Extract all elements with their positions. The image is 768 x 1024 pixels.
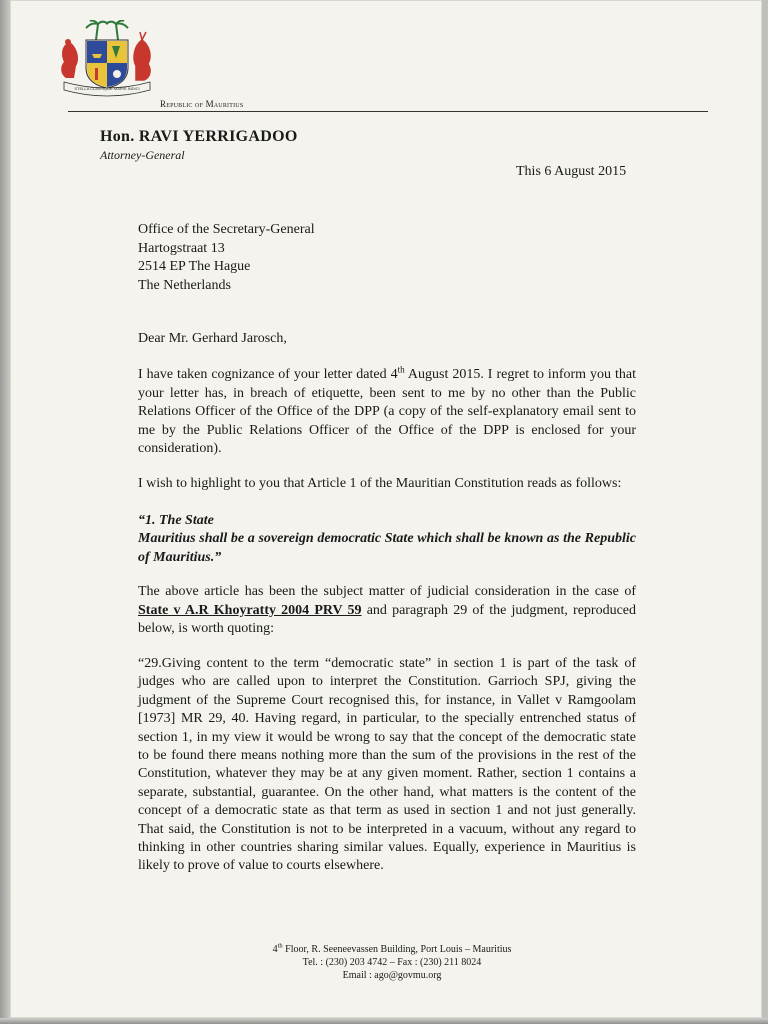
letter-date: This 6 August 2015 [516, 164, 627, 179]
recipient-line: The Netherlands [138, 277, 231, 293]
paragraph-judgment-quote: “29.Giving content to the term “democratic state” in section 1 is part of the task of judges who are called upon to interpret the Constitution. Garrioch SPJ, giving the judgment of the Supreme Court recognised this, for instance, in Vallet v Ramgoolam [1973] MR 29, 40. Having regard, in particular, to the specially entrenched status of section 1, in my view it would be wrong to say that the concept of the democratic state to be found there means nothing more than the sum of the provisions in the rest of the Constitution, whatever they may be at any given moment. Rather, section 1 contains a separate, substantial, guarantee. On the other hand, what matters is the content of the concept of a democratic state as that term as used in section 1 and not just generally. That said, the Constitution is not to be interpreted in a vacuum, without any regard to thinking in other countries sharing similar values. Equally, experience in Mauritius is likely to prove of value to courts elsewhere. [138, 656, 636, 874]
ordinal-suffix: th [277, 942, 283, 950]
footer-floor-number: 4 [272, 944, 278, 955]
salutation: Dear Mr. Gerhard Jarosch, [138, 331, 287, 346]
footer-address [16, 943, 768, 956]
recipient-line: Hartogstraat 13 [138, 240, 225, 256]
recipient-address [138, 221, 315, 295]
svg-text:STELLA CLAVISQUE MARIS INDICI: STELLA CLAVISQUE MARIS INDICI [74, 86, 140, 91]
paragraph-cognizance [138, 366, 636, 459]
quote-article-1: Mauritius shall be a sovereign democratic State which shall be known as the Republic of Mauritius.” [138, 531, 636, 565]
footer-phone: Tel. : (230) 203 4742 – Fax : (230) 211 8024 [302, 957, 482, 968]
scan-bottom-edge [0, 1018, 768, 1024]
footer-address-text: Floor, R. Seeneevassen Building, Port Louis – Mauritius [282, 944, 512, 955]
recipient-line: Office of the Secretary-General [138, 222, 315, 237]
sender-name: Hon. RAVI YERRIGADOO [100, 128, 298, 145]
paragraph-text: August 2015. I regret to inform you that your letter has, in breach of etiquette, been sent to me by no other than the Public Relations Officer of the Office of the DPP (a copy of the self-explanatory email sent to me by the Public Relations Officer of the Office of the DPP is enclosed for your consideration). [138, 367, 636, 456]
case-citation: State v A.R Khoyratty 2004 PRV 59 [138, 602, 362, 618]
scan-edge [0, 0, 10, 1024]
paragraph-article-intro: I wish to highlight to you that Article 1 of the Mauritian Constitution reads as follows: [138, 476, 622, 491]
letter-footer [0, 943, 768, 982]
ordinal-suffix: th [397, 364, 405, 375]
paragraph-text: The above article has been the subject matter of judicial consideration in the case of [138, 584, 636, 599]
sender-title: Attorney-General [100, 148, 185, 162]
quote-heading: “1. The State [138, 513, 214, 528]
letterhead-divider [68, 111, 708, 112]
recipient-line: 2514 EP The Hague [138, 259, 251, 274]
footer-email: Email : ago@govmu.org [342, 970, 442, 981]
coat-of-arms-icon [56, 20, 158, 100]
republic-label: Republic of Mauritius [160, 99, 244, 109]
paragraph-case-reference [138, 583, 636, 639]
paragraph-text: I have taken cognizance of your letter dated 4 [138, 367, 398, 382]
paragraph-text: and paragraph 29 of the judgment, reproduced below, is worth quoting: [138, 602, 637, 636]
